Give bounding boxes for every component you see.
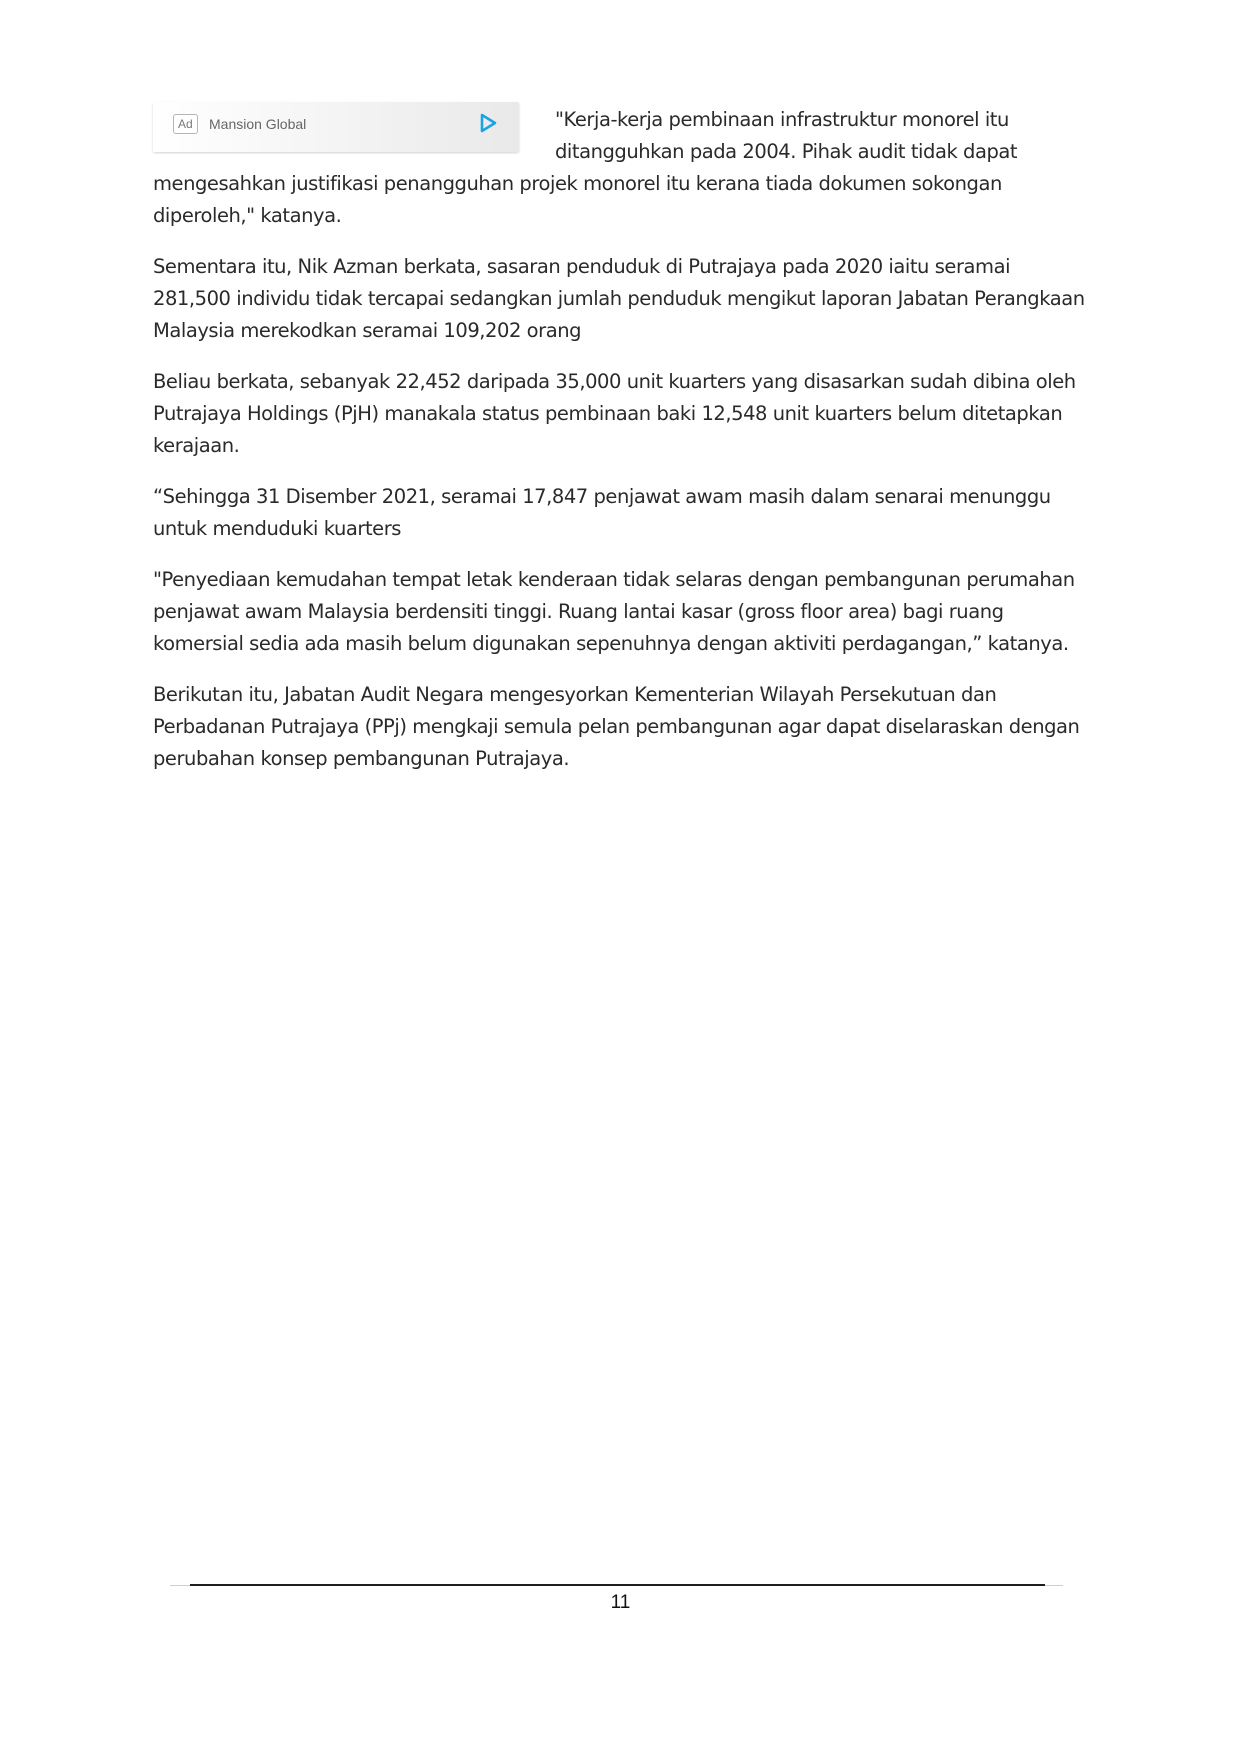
- article-paragraph: "Kerja-kerja pembinaan infrastruktur monorel itu ditangguhkan pada 2004. Pihak audit tidak dapat mengesahkan justifikasi penangguhan projek monorel itu kerana tiada dokumen sokongan diperoleh," katanya.: [153, 108, 1018, 227]
- ad-badge: Ad: [173, 114, 198, 134]
- article-paragraph: Beliau berkata, sebanyak 22,452 daripada 35,000 unit kuarters yang disasarkan sudah dibina oleh Putrajaya Holdings (PjH) manakala status pembinaan baki 12,548 unit kuarters belum ditetapkan kerajaan.: [153, 370, 1076, 457]
- ad-banner[interactable]: [153, 102, 519, 152]
- ad-advertiser-name[interactable]: Mansion Global: [209, 116, 307, 132]
- article-paragraph: Berikutan itu, Jabatan Audit Negara mengesyorkan Kementerian Wilayah Persekutuan dan Perbadanan Putrajaya (PPj) mengkaji semula pelan pembangunan agar dapat diselaraskan dengan perubahan konsep pembangunan Putrajaya.: [153, 683, 1080, 770]
- footer-divider-line: [190, 1584, 1045, 1586]
- article-body: [153, 104, 1091, 794]
- article-paragraph: “Sehingga 31 Disember 2021, seramai 17,847 penjawat awam masih dalam senarai menunggu untuk menduduki kuarters: [153, 485, 1051, 540]
- play-triangle-icon[interactable]: [477, 112, 499, 134]
- page-number: 11: [610, 1592, 631, 1613]
- article-paragraph: Sementara itu, Nik Azman berkata, sasaran penduduk di Putrajaya pada 2020 iaitu seramai 281,500 individu tidak tercapai sedangkan jumlah penduduk mengikut laporan Jabatan Perangkaan Malaysia merekodkan seramai 109,202 orang: [153, 255, 1085, 342]
- article-paragraph: "Penyediaan kemudahan tempat letak kenderaan tidak selaras dengan pembangunan perumahan penjawat awam Malaysia berdensiti tinggi. Ruang lantai kasar (gross floor area) bagi ruang komersial sedia ada masih belum digunakan sepenuhnya dengan aktiviti perdagangan,” katanya.: [153, 568, 1075, 655]
